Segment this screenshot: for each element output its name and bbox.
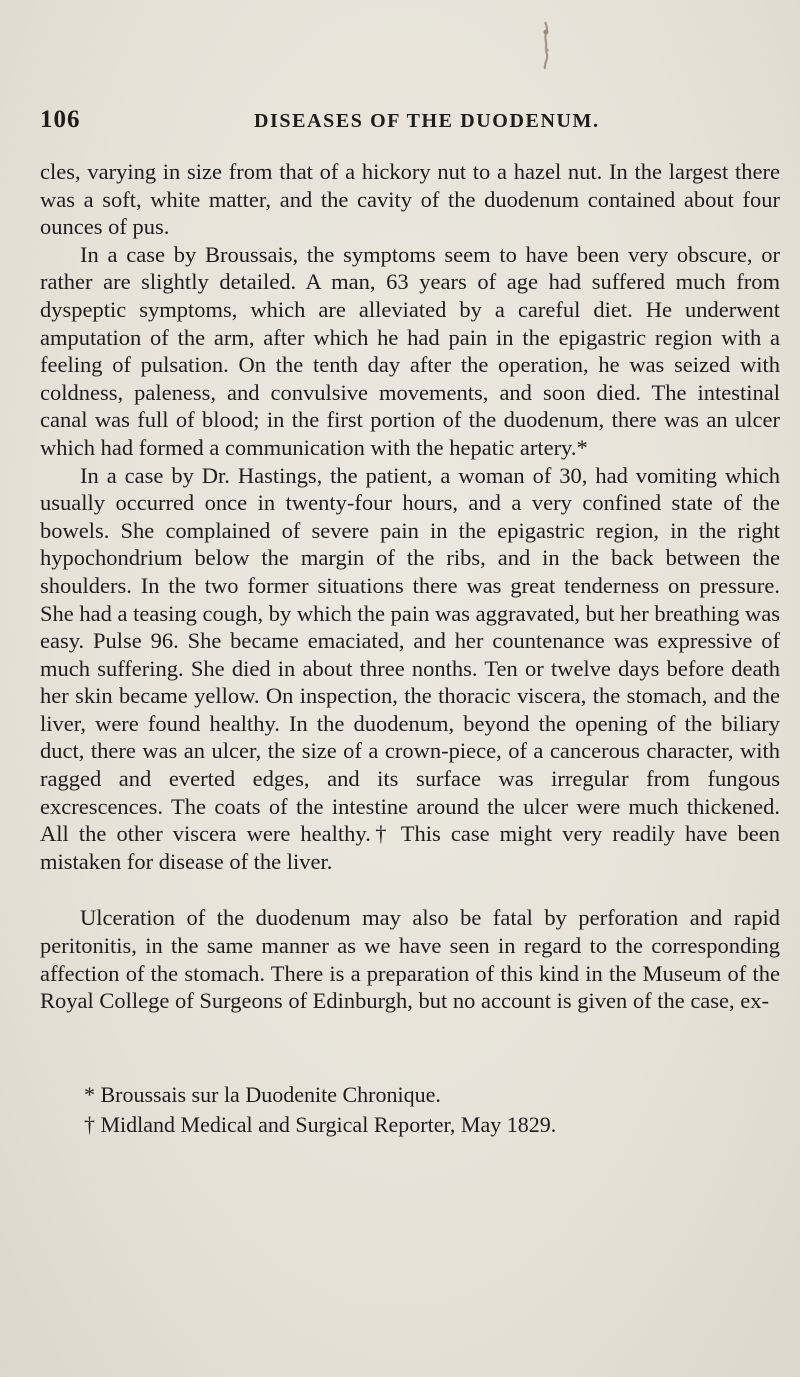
paragraph-ulceration-perforation: Ulceration of the duodenum may also be fatal by perforation and rapid peritonitis, in the same manner as we have seen in regard to the corresponding affection of the stomach. There is a preparation of this kind in the Museum of the Royal College of Surgeons of Edinburgh, but no account is given of the case, ex- xyxy=(40,905,780,1014)
paragraph-broussais-case: In a case by Broussais, the symptoms seem to have been very obscure, or rather are slightly detailed. A man, 63 years of age had suffered much from dyspeptic symptoms, which are alleviated by a careful diet. He underwent amputation of the arm, after which he had pain in the epigastric region with a feeling of pulsation. On the tenth day after the operation, he was seized with coldness, paleness, and convulsive movements, and soon died. The intestinal canal was full of blood; in the first portion of the duodenum, there was an ulcer which had formed a communication with the hepatic artery.* xyxy=(40,241,780,460)
footnote: * Broussais sur la Duodenite Chronique. xyxy=(84,1082,441,1107)
running-title: DISEASES OF THE DUODENUM. xyxy=(254,110,600,132)
paragraph-continuation: cles, varying in size from that of a hickory nut to a hazel nut. In the largest there was a soft, white matter, and the cavity of the duodenum contained about four ounces of pus. xyxy=(40,159,780,240)
ink-blot-mark xyxy=(538,20,552,70)
body-text xyxy=(40,158,780,1015)
page-number: 106 xyxy=(40,106,81,133)
running-head xyxy=(40,106,780,140)
footnote: † Midland Medical and Surgical Reporter, May 1829. xyxy=(84,1112,557,1137)
paragraph-hastings-case: In a case by Dr. Hastings, the patient, a woman of 30, had vomiting which usually occurred once in twenty-four hours, and a very confined state of the bowels. She complained of severe pain in the epigastric region, in the right hypochondrium below the margin of the ribs, and in the back between the shoulders. In the two former situations there was great tenderness on pressure. She had a teasing cough, by which the pain was aggravated, but her breathing was easy. Pulse 96. She became emaciated, and her countenance was expressive of much suffering. She died in about three nonths. Ten or twelve days before death her skin became yellow. On inspection, the thoracic viscera, the stomach, and the liver, were found healthy. In the duodenum, beyond the opening of the biliary duct, there was an ulcer, the size of a crown-piece, of a cancerous character, with ragged and everted edges, and its surface was irregular from fungous excrescences. The coats of the intestine around the ulcer were much thickened. All the other viscera were healthy.† This case might very readily have been mistaken for disease of the liver. xyxy=(40,462,780,874)
footnotes xyxy=(40,1080,780,1140)
